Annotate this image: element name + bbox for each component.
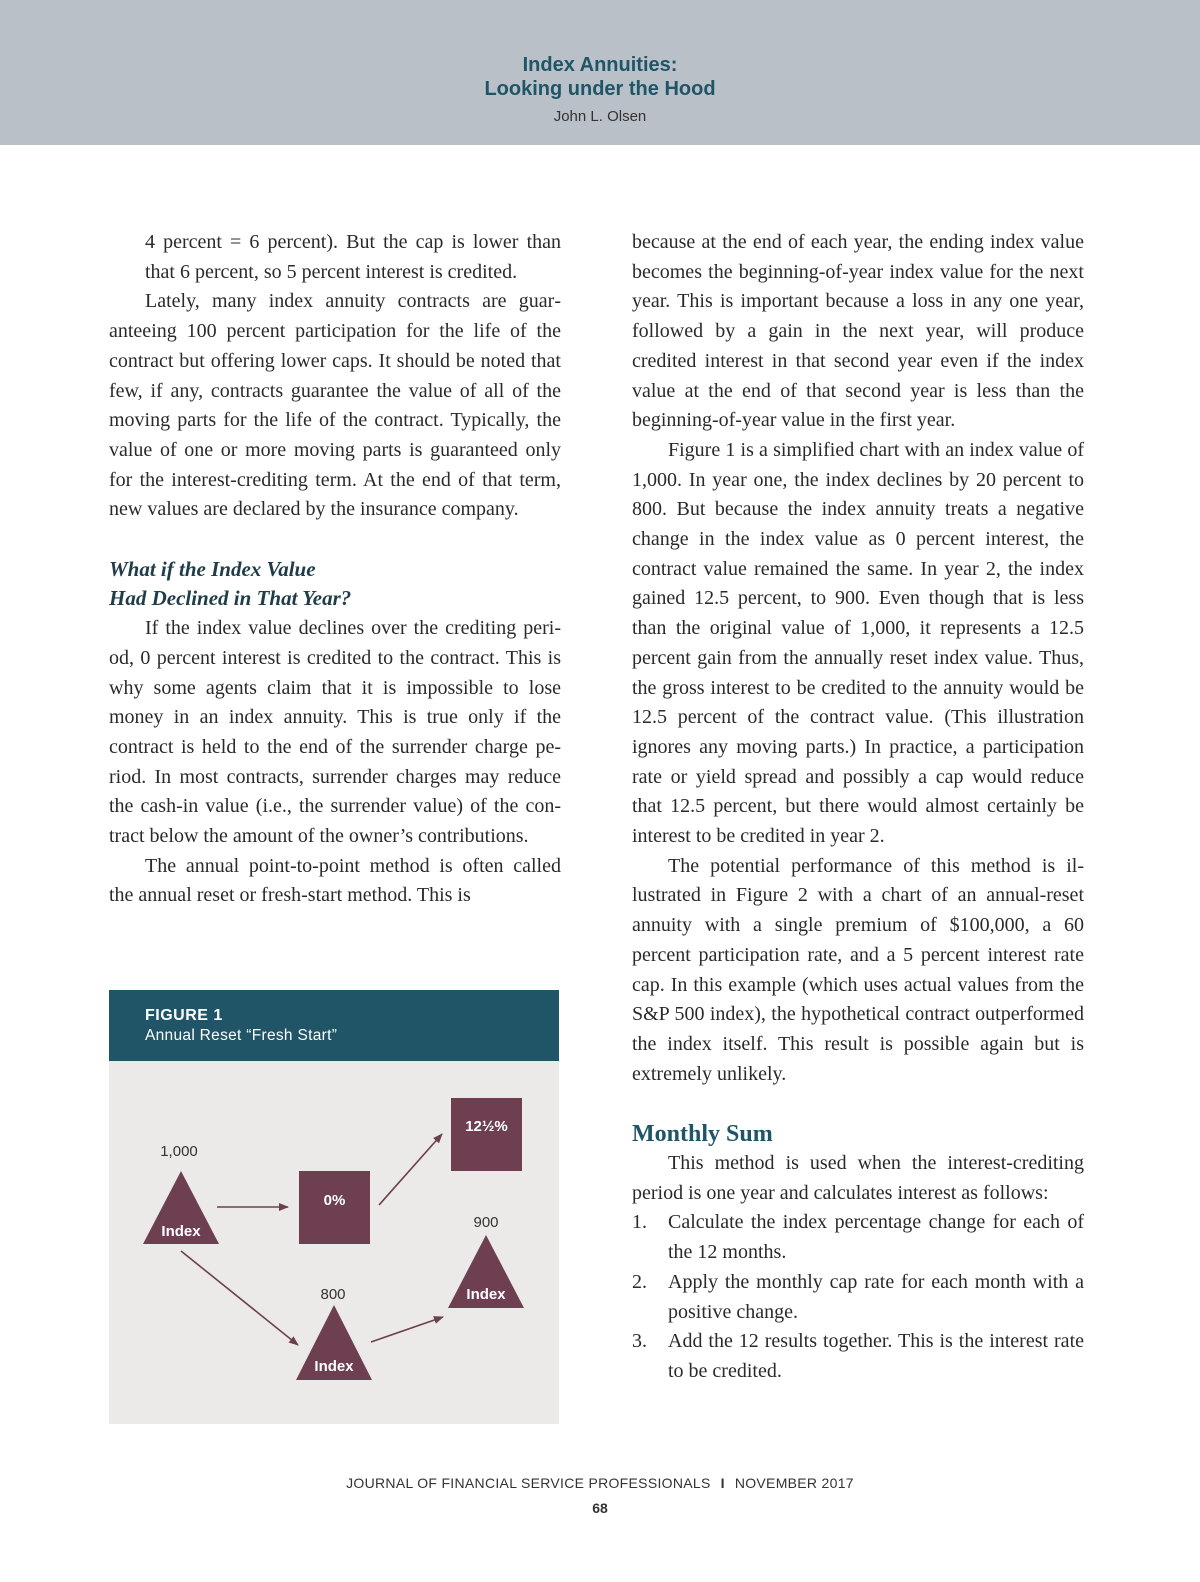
journal-name: JOURNAL OF FINANCIAL SERVICE PROFESSIONALS xyxy=(346,1475,711,1491)
paragraph: Figure 1 is a simplified chart with an index value of 1,000. In year one, the index declines by 20 percent to 800. But because the index annuity treats a negative change in the index value as 0 percent interest, the contract value remained the same. In year 2, the index gained 12.5 percent, to 900. Even though that is less than the original value of 1,000, it represents a 12.5 percent gain from the annually reset index value. Thus, the gross interest to be credited to the annuity would be 12.5 percent of the contract value. (This illustration ignores any moving parts.) In practice, a participation rate or yield spread and possibly a cap would reduce that 12.5 percent, but there would almost certainly be interest to be credited in year 2. xyxy=(632,438,1084,848)
credit-year2-label: 12½% xyxy=(465,1118,508,1135)
list-item-number: 3. xyxy=(632,1330,647,1353)
figure-caption: Annual Reset “Fresh Start” xyxy=(145,1027,338,1044)
start-index-label: Index xyxy=(161,1223,201,1240)
low-value-label: 800 xyxy=(320,1286,346,1303)
arrow-to-end-index xyxy=(371,1317,443,1342)
list-item-text: Calculate the index percentage change for each of the 12 months. xyxy=(668,1211,1084,1264)
footer-separator: I xyxy=(720,1475,725,1491)
end-index-label: Index xyxy=(466,1286,506,1303)
page-number: 68 xyxy=(592,1500,608,1516)
paragraph: 4 percent = 6 percent). But the cap is lower than that 6 percent, so 5 percent interest is credited. xyxy=(145,231,561,283)
end-value-label: 900 xyxy=(473,1214,499,1231)
figure-1 xyxy=(109,990,559,1424)
list-item-text: Add the 12 results together. This is the interest rate to be credited. xyxy=(668,1330,1084,1382)
section-subhead-line1: What if the Index Value xyxy=(109,556,316,581)
page-footer xyxy=(0,1475,1200,1491)
article-author: John L. Olsen xyxy=(553,108,647,125)
paragraph: because at the end of each year, the ending index value becomes the beginning-of-year index value for the next year. This is important because a loss in any one year, followed by a gain in the next year, will produce credited interest in that second year even if the index value at the end of that second year is less than the beginning-of-year value in the first year. xyxy=(632,231,1084,432)
left-column xyxy=(109,228,561,911)
issue-date: NOVEMBER 2017 xyxy=(734,1475,854,1491)
article-title-line1: Index Annuities: xyxy=(522,54,678,76)
list-item xyxy=(632,1268,1084,1327)
credit-year1-label: 0% xyxy=(323,1192,346,1209)
list-item-number: 1. xyxy=(632,1211,647,1234)
figure-label: FIGURE 1 xyxy=(145,1007,223,1024)
figure-header xyxy=(109,990,559,1061)
right-column xyxy=(632,228,1084,1387)
steps-list xyxy=(632,1208,1084,1386)
paragraph: Lately, many index annuity contracts are guaranteeing 100 percent participation for the life of the contract but offering lower caps. It should be noted that few, if any, contracts guarantee the value of all of the moving parts for the life of the contract. Typically, the value of one or more moving parts is guaranteed only for the interest-crediting term. At the end of that term, new values are declared by the insurance company. xyxy=(109,290,561,521)
start-value-label: 1,000 xyxy=(160,1143,198,1160)
list-item-number: 2. xyxy=(632,1270,647,1293)
paragraph: The annual point-to-point method is often called the annual reset or fresh-start method. This is xyxy=(109,854,561,907)
list-item xyxy=(632,1208,1084,1267)
article-title-line2: Looking under the Hood xyxy=(484,78,716,100)
paragraph: The potential performance of this method is illustrated in Figure 2 with a chart of an annual-reset annuity with a single premium of $100,000, a 60 percent participation rate, and a 5 percent interest rate cap. In this example (which uses actual values from the S&P 500 index), the hypothetical contract outperformed the index itself. This result is possible again but is extremely unlikely. xyxy=(632,854,1084,1085)
arrow-to-credit-year2 xyxy=(379,1134,442,1205)
page-header xyxy=(0,0,1200,145)
list-item xyxy=(632,1327,1084,1386)
list-item-text: Apply the monthly cap rate for each month with a positive change. xyxy=(668,1270,1084,1323)
low-index-label: Index xyxy=(314,1358,354,1375)
paragraph: This method is used when the interest-crediting period is one year and calculates interest as follows: xyxy=(632,1152,1084,1204)
arrow-to-low-index xyxy=(181,1251,298,1345)
section-subhead-line2: Had Declined in That Year? xyxy=(109,586,352,611)
paragraph: If the index value declines over the crediting period, 0 percent interest is credited to the contract. This is why some agents claim that it is impossible to lose money in an index annuity. This is true only if the contract is held to the end of the surrender charge period. In most contracts, surrender charges may reduce the cash-in value (i.e., the surrender value) of the contract below the amount of the owner’s contributions. xyxy=(109,617,561,848)
section-heading: Monthly Sum xyxy=(632,1121,773,1148)
figure-diagram xyxy=(109,1061,559,1424)
